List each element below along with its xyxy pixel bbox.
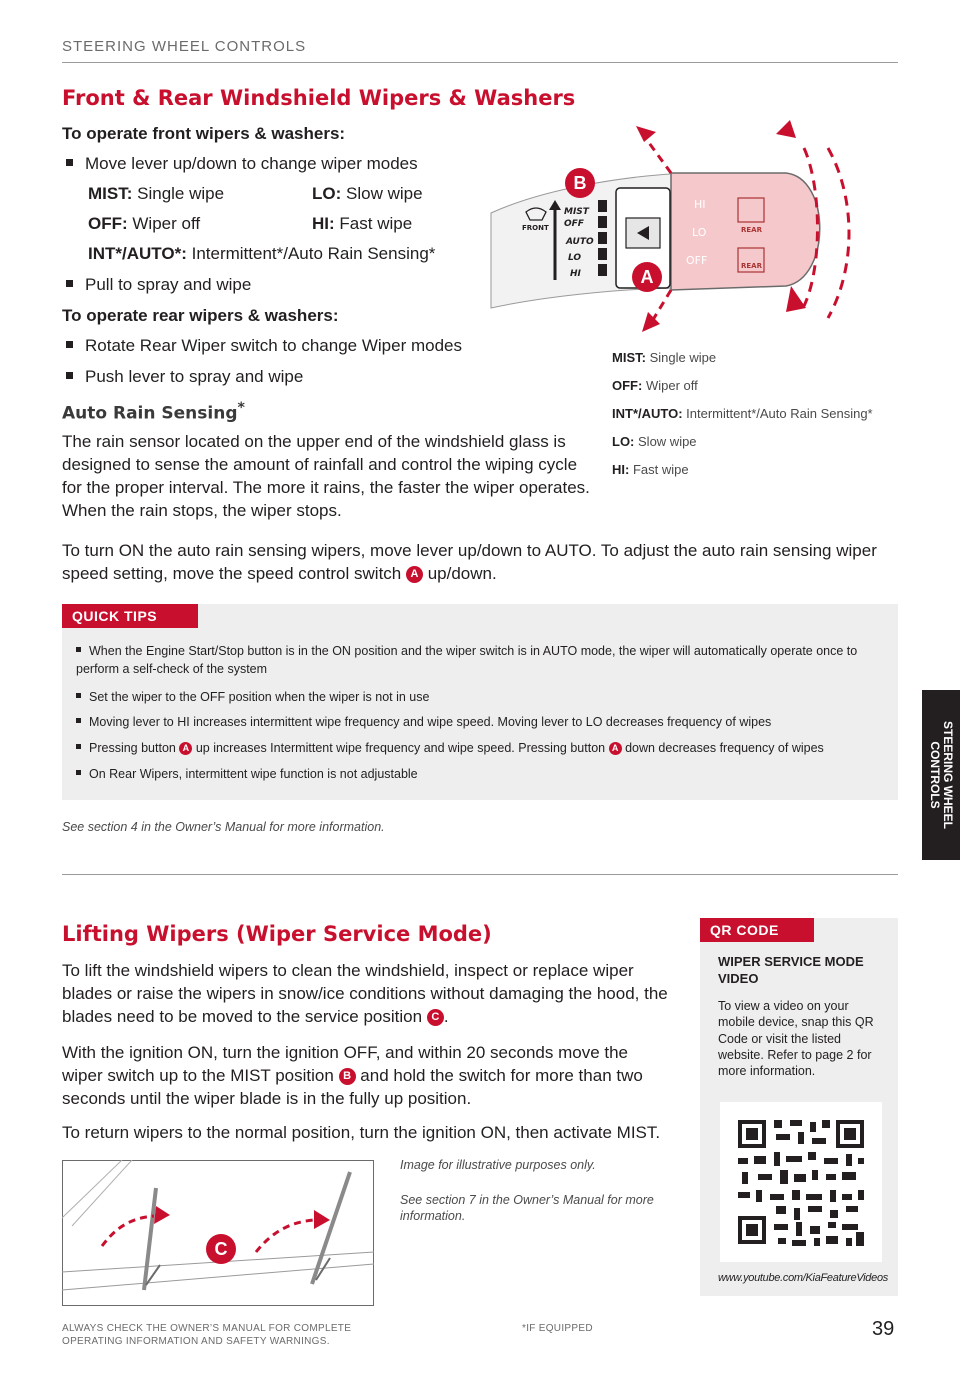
tip-4 (76, 739, 896, 757)
knob-label-off: OFF (686, 254, 708, 267)
rear-bullet-1 (66, 336, 462, 356)
legend-val: Wiper off (645, 378, 698, 393)
lifting-para-2 (62, 1042, 672, 1111)
front-bullet-1-text: Move lever up/down to change wiper modes (85, 154, 418, 173)
mode-mist (88, 183, 224, 206)
badge-b: B (565, 168, 595, 198)
detent-mark (598, 200, 607, 212)
bullet-marker (76, 744, 81, 749)
auto-rain-heading (62, 400, 245, 424)
mode-key: OFF: (88, 214, 128, 233)
rotate-arc-outer (828, 148, 849, 318)
auto-para2-post: up/down. (427, 563, 497, 583)
mode-key: MIST: (88, 184, 133, 203)
front-bullet-1 (66, 154, 418, 174)
mode-val: Slow wipe (346, 184, 423, 203)
bullet-marker (76, 770, 81, 775)
quick-tips-tag: QUICK TIPS (62, 604, 198, 628)
qr-description: To view a video on your mobile device, snap this QR Code or visit the listed website. Refer to page 2 for more information. (718, 999, 874, 1078)
side-tab (922, 690, 960, 860)
legend-lo (612, 434, 697, 449)
qr-code-tag: QR CODE (700, 918, 814, 942)
tip-3-text: Moving lever to HI increases intermittent wipe frequency and wipe speed. Moving lever to LO decreases frequency of wipes (89, 715, 772, 729)
detent-mark (598, 232, 607, 244)
legend-val: Slow wipe (638, 434, 697, 449)
section-title-lifting-wipers: Lifting Wipers (Wiper Service Mode) (62, 922, 492, 946)
badge-b: B (339, 1068, 356, 1085)
page-number: 39 (872, 1318, 895, 1340)
rear-label-bottom: REAR (741, 262, 762, 270)
rotate-arrowhead-icon (786, 286, 806, 312)
lever-up-arrow (644, 136, 671, 173)
see-section-4-note: See section 4 in the Owner’s Manual for more information. (62, 820, 385, 834)
badge-a: A (179, 742, 192, 755)
footer-if-equipped: *IF EQUIPPED (522, 1323, 593, 1334)
legend-key: OFF: (612, 378, 643, 393)
qr-url[interactable]: www.youtube.com/KiaFeatureVideos (718, 1272, 888, 1284)
mode-key: INT*/AUTO*: (88, 244, 187, 263)
see-section-7-note: See section 7 in the Owner’s Manual for more information. (400, 1193, 654, 1224)
badge-c: C (206, 1234, 236, 1264)
rear-bullet-2-text: Push lever to spray and wipe (85, 367, 304, 386)
mode-off (88, 213, 200, 236)
header-title: STEERING WHEEL CONTROLS (62, 38, 307, 55)
lever-label-mist: MIST (564, 207, 589, 217)
mode-val: Wiper off (132, 214, 201, 233)
bullet-marker (66, 372, 73, 379)
tip-5-text: On Rear Wipers, intermittent wipe function is not adjustable (89, 767, 418, 781)
detent-mark (598, 264, 607, 276)
bullet-marker (66, 280, 73, 287)
detent-mark (598, 216, 607, 228)
auto-rain-heading-text: Auto Rain Sensing (62, 403, 238, 424)
tip-2 (76, 688, 886, 706)
rotate-arrowhead-icon (776, 120, 796, 138)
legend-off (612, 378, 698, 393)
wiper-lever-diagram (486, 118, 866, 340)
tip-3 (76, 713, 886, 731)
badge-a: A (406, 566, 423, 583)
bullet-marker (76, 693, 81, 698)
tip-4-text-b: up increases Intermittent wipe frequency and wipe speed. Pressing button (195, 741, 606, 755)
auto-para2-pre: To turn ON the auto rain sensing wipers, move lever up/down to AUTO. To adjust the auto rain sensing wiper speed setting, move the speed control switch (62, 541, 877, 583)
rear-wipers-heading: To operate rear wipers & washers: (62, 306, 339, 325)
bullet-marker (66, 159, 73, 166)
bullet-marker (76, 718, 81, 723)
lifting-para-1-end: . (443, 1006, 449, 1026)
mode-lo (312, 183, 423, 206)
lever-label-off: OFF (564, 219, 584, 229)
footer-warning-line-2: OPERATING INFORMATION AND SAFETY WARNINGS. (62, 1336, 330, 1347)
lever-label-auto: AUTO (566, 237, 594, 247)
lifting-para-2-post: and hold the switch for more than two seconds until the wiper blade is in the fully up position. (62, 1065, 643, 1108)
detent-mark (598, 248, 607, 260)
lifting-para-2-pre: With the ignition ON, turn the ignition OFF, and within 20 seconds move the wiper switch up to the MIST position (62, 1043, 629, 1085)
lifting-para-3: To return wipers to the normal position, turn the ignition ON, then activate MIST. (62, 1123, 661, 1142)
tip-5 (76, 765, 886, 783)
windshield-illustration (62, 1160, 374, 1306)
rear-bullet-1-text: Rotate Rear Wiper switch to change Wiper modes (85, 336, 462, 355)
legend-auto (612, 406, 873, 421)
lifting-para-1-text: To lift the windshield wipers to clean the windshield, inspect or replace wiper blades or raise the wipers in snow/ice conditions without damaging the hood, the blades need to be moved to the service position (62, 961, 668, 1026)
front-bullet-2-text: Pull to spray and wipe (85, 275, 252, 294)
lifting-para-1 (62, 960, 672, 1029)
front-bullet-2 (66, 275, 251, 295)
legend-key: MIST: (612, 350, 646, 365)
legend-val: Intermittent*/Auto Rain Sensing* (686, 406, 873, 421)
knob-label-lo: LO (692, 226, 707, 239)
legend-val: Fast wipe (632, 462, 689, 477)
knob-label-hi: HI (694, 198, 706, 211)
qr-title: WIPER SERVICE MODE VIDEO (718, 954, 864, 986)
mode-auto (88, 243, 435, 266)
auto-rain-paragraph-2 (62, 540, 882, 586)
section-title-wipers: Front & Rear Windshield Wipers & Washers (62, 86, 576, 110)
section-divider (62, 874, 898, 875)
illustration-frame (63, 1161, 374, 1306)
legend-mist (612, 350, 716, 365)
tip-1-text: When the Engine Start/Stop button is in the ON position and the wiper switch is in AUTO mode, the wiper will automatically operate once to perform a self-check of the system (76, 644, 858, 677)
illustrative-note: Image for illustrative purposes only. (400, 1158, 596, 1172)
legend-key: INT*/AUTO: (612, 406, 683, 421)
mode-key: LO: (312, 184, 342, 203)
qr-code-holder (720, 1102, 882, 1262)
header-divider (62, 62, 898, 63)
mode-val: Intermittent*/Auto Rain Sensing* (191, 244, 436, 263)
badge-a: A (609, 742, 622, 755)
tip-4-text-a: Pressing button (89, 741, 176, 755)
legend-val: Single wipe (649, 350, 717, 365)
tip-4-text-c: down decreases frequency of wipes (625, 741, 824, 755)
footer-warning-line-1: ALWAYS CHECK THE OWNER’S MANUAL FOR COMPLETE (62, 1323, 352, 1334)
mode-key: HI: (312, 214, 335, 233)
legend-hi (612, 462, 689, 477)
mode-val: Single wipe (137, 184, 225, 203)
tip-1 (76, 642, 886, 678)
rear-label-top: REAR (741, 226, 762, 234)
tip-2-text: Set the wiper to the OFF position when the wiper is not in use (89, 690, 430, 704)
bullet-marker (76, 647, 81, 652)
qr-code-image[interactable] (720, 1102, 882, 1262)
side-tab-line-2: CONTROLS (928, 741, 942, 809)
legend-key: LO: (612, 434, 635, 449)
lever-label-hi: HI (570, 269, 581, 279)
front-wipers-heading: To operate front wipers & washers: (62, 124, 346, 143)
badge-a: A (632, 262, 662, 292)
auto-rain-paragraph: The rain sensor located on the upper end of the windshield glass is designed to sense the amount of rainfall and control the wiping cycle for the proper interval. The more it rains, the faster the wiper operates. When the rain stops, the wiper stops. (62, 432, 590, 520)
rear-bullet-2 (66, 367, 303, 387)
mode-val: Fast wipe (339, 214, 413, 233)
auto-rain-asterisk: * (237, 400, 245, 416)
mode-hi (312, 213, 412, 236)
front-label: FRONT (522, 224, 549, 232)
bullet-marker (66, 341, 73, 348)
lever-up-arrowhead-icon (636, 126, 656, 142)
legend-key: HI: (612, 462, 630, 477)
lever-label-lo: LO (568, 253, 582, 263)
badge-c: C (427, 1009, 444, 1026)
side-tab-text (928, 721, 954, 829)
side-tab-line-1: STEERING WHEEL (941, 720, 955, 830)
